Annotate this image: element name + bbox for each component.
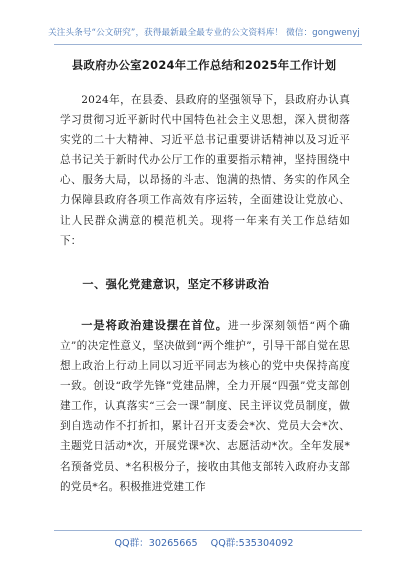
body-paragraph	[60, 315, 350, 497]
intro-paragraph: 2024年，在县委、县政府的坚强领导下，县政府办认真学习贯彻习近平新时代中国特色社会主义思想，深入贯彻落实党的二十大精神、习近平总书记重要讲话精神以及习近平总书记关于新时代办公厅工作的重要指示精神，坚持围绕中心、服务大局，以昂扬的斗志、饱满的热情、务实的作风全力保障县政府各项工作高效有序运转，全面建设让党放心、让人民群众满意的模范机关。现将一年来有关工作总结如下：	[60, 94, 350, 247]
paragraph-lead: 一是将政治建设摆在首位。	[81, 317, 228, 332]
section-heading: 一、强化党建意识，坚定不移讲政治	[82, 276, 270, 291]
paragraph-text: 进一步深刻领悟“两个确立”的决定性意义，坚决做到“两个维护”，引导干部自觉在思想上政治上行动上同以习近平同志为核心的党中央保持高度一致。创设“政学先锋”党建品牌，全力开展“四强”党支部创建工作，认真落实“三会一课”制度、民主评议党员制度，做到自选动作不打折扣，累计召开支委会*次、党员大会*次、主题党日活动*次，开展党课*次、志愿活动*次。全年发展*名预备党员、*名积极分子，接收由其他支部转入政府办支部的党员*名。积极推进党建工作	[60, 319, 350, 493]
qq-group-2: QQ群:535304092	[210, 538, 294, 549]
document-title: 县政府办公室2024年工作总结和2025年工作计划	[71, 58, 337, 72]
footer-divider	[54, 530, 362, 531]
footer	[20, 535, 388, 549]
header-banner: 关注头条号“公文研究”，获得最新最全最专业的公文资料库！ 微信：gongwenyj	[48, 28, 360, 38]
qq-group-1: QQ群：30265665	[114, 538, 198, 549]
header-divider	[54, 44, 362, 45]
document-body	[60, 90, 350, 497]
